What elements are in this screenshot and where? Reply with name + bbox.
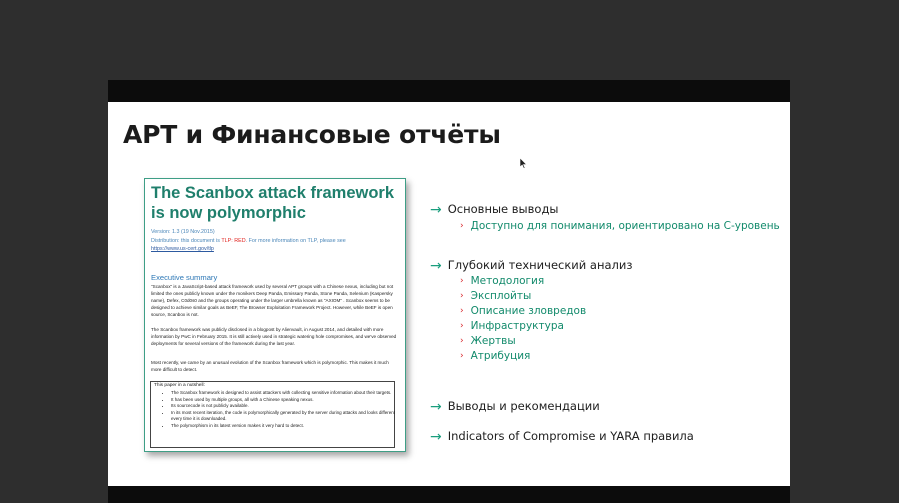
executive-summary-heading: Executive summary <box>151 273 218 282</box>
sub-bullet-victims <box>460 335 516 347</box>
bullet-ioc-yara <box>430 428 694 444</box>
document-tlp-link-line <box>151 246 214 252</box>
document-version: Version: 1.3 (19 Nov.2015) <box>151 229 215 235</box>
report-document-screenshot <box>144 178 406 452</box>
sub-bullet-methodology <box>460 275 544 287</box>
presentation-slide <box>108 102 790 486</box>
chevron-right-icon: › <box>460 306 464 316</box>
arrow-right-icon: → <box>430 429 442 445</box>
document-title: The Scanbox attack framework is now polymorphic <box>151 184 395 222</box>
summary-paragraph-3: Most recently, we came by an unusual evolution of the Scanbox framework which is polymorphic. This makes it much more difficult to detect. <box>151 360 389 372</box>
bullet-main-findings <box>430 201 558 217</box>
top-letterbox-bar <box>108 80 790 102</box>
arrow-right-icon: → <box>430 258 442 274</box>
bottom-letterbox-bar <box>108 486 790 503</box>
sub-bullet-infrastructure <box>460 320 564 332</box>
sub-bullet-label: Описание зловредов <box>470 305 587 317</box>
nutshell-item: • It has been used by multiple groups, all with a Chinese speaking nexus. <box>171 397 399 404</box>
sub-bullet-label: Атрибуция <box>470 350 531 362</box>
sub-bullet-malware <box>460 305 586 317</box>
nutshell-item: • Its sourcecode is not publicly available. <box>171 403 399 410</box>
nutshell-item: • The polymorphism in its latest version makes it very hard to detect. <box>171 423 399 430</box>
sub-bullet-c-level <box>460 220 780 232</box>
bullet-label: Выводы и рекомендации <box>447 399 600 413</box>
sub-bullet-label: Методология <box>470 275 545 287</box>
sub-bullet-label: Инфраструктура <box>470 320 564 332</box>
nutshell-item: • The Scanbox framework is designed to assist attackers with collecting sensitive information about their targets. <box>171 390 399 397</box>
sub-bullet-exploits <box>460 290 531 302</box>
distribution-prefix: Distribution: this document is <box>151 238 220 244</box>
chevron-right-icon: › <box>460 221 464 231</box>
bullet-label: Indicators of Compromise и YARA правила <box>447 429 694 443</box>
distribution-suffix: . For more information on TLP, please see <box>245 238 346 244</box>
chevron-right-icon: › <box>460 321 464 331</box>
sub-bullet-label: Жертвы <box>470 335 516 347</box>
bullet-label: Основные выводы <box>447 202 559 216</box>
bullet-technical-analysis <box>430 257 632 273</box>
sub-bullet-label: Доступно для понимания, ориентировано на С-уровень <box>470 220 780 232</box>
bullet-conclusions <box>430 398 600 414</box>
chevron-right-icon: › <box>460 276 464 286</box>
nutshell-list <box>161 390 399 430</box>
nutshell-item: • In its most recent iteration, the code is polymorphically generated by the server during attacks and looks different every time it is downloaded. <box>171 410 399 423</box>
chevron-right-icon: › <box>460 336 464 346</box>
nutshell-heading: This paper in a nutshell: <box>154 383 205 388</box>
chevron-right-icon: › <box>460 291 464 301</box>
slide-title: APT и Финансовые отчёты <box>123 120 501 149</box>
sub-bullet-label: Эксплойты <box>470 290 532 302</box>
summary-paragraph-2: The Scanbox framework was publicly disclosed in a blogpost by Alienvault, in August 2014, and detailed with more information by PwC in February 2015. It is still actively used in strategic watering hole compromises, and we've observed deployments for several versions of the framework during the last year. <box>151 327 397 346</box>
tlp-link[interactable]: https://www.us-cert.gov/tlp <box>151 246 214 252</box>
document-distribution <box>151 238 346 244</box>
sub-bullet-attribution <box>460 350 530 362</box>
arrow-right-icon: → <box>430 202 442 218</box>
tlp-red-label: TLP: RED <box>221 238 246 244</box>
mouse-cursor-icon <box>520 158 528 169</box>
nutshell-box <box>150 381 395 448</box>
bullet-label: Глубокий технический анализ <box>447 258 633 272</box>
chevron-right-icon: › <box>460 351 464 361</box>
summary-paragraph-1: "Scanbox" is a JavaScript-based attack framework used by several APT groups with a Chinese nexus, including but not limited the ones publicly known under the monikers Deep Panda, Emissary Panda, Stone Panda, Selenium (Kaspersky name), Defex, C0d0s0 and the groups operating under the larger umbrella known as "AXIOM" . Scanbox seems to be designed to achieve similar goals as BeEF, The Browser Exploitation Framework Project. However, while BeEF is open source, Scanbox is not. <box>151 284 394 317</box>
arrow-right-icon: → <box>430 399 442 415</box>
